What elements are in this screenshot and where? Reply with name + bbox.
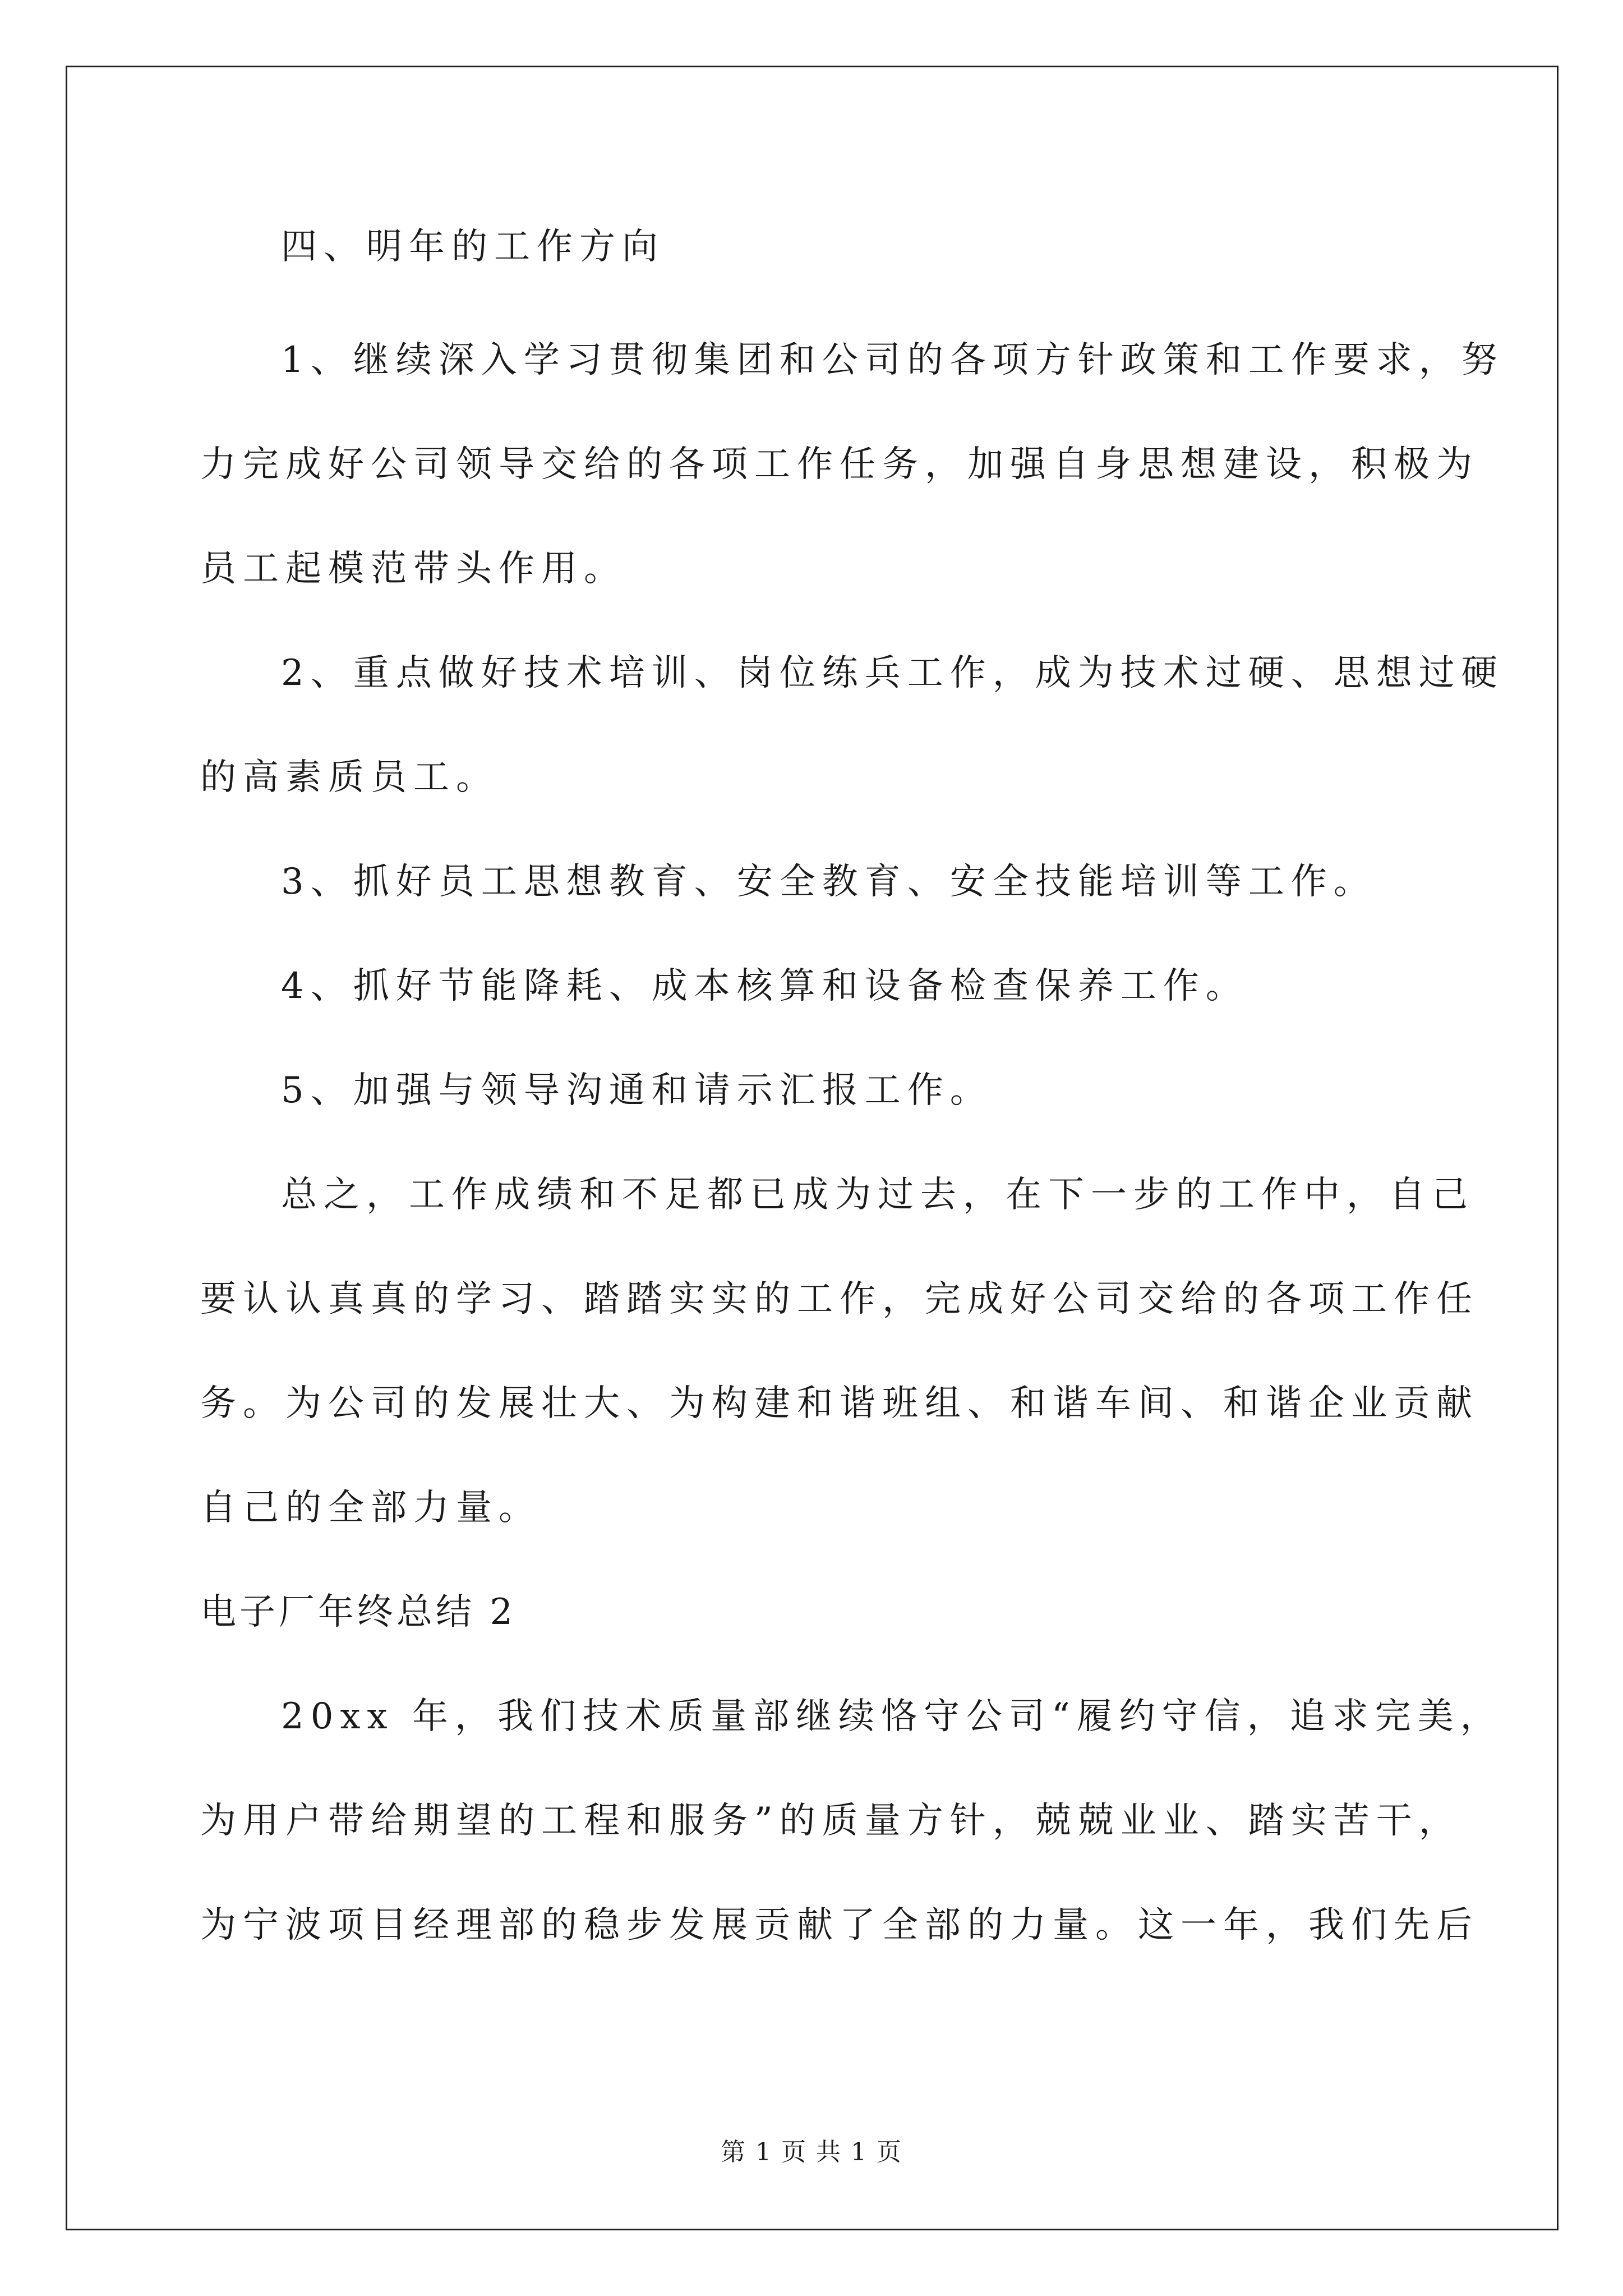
paragraph-line: 要认认真真的学习、踏踏实实的工作，完成好公司交给的各项工作任 bbox=[200, 1278, 1479, 1320]
paragraph-line: 自己的全部力量。 bbox=[200, 1487, 541, 1529]
paragraph-line: 2、重点做好技术培训、岗位练兵工作，成为技术过硬、思想过硬 bbox=[281, 652, 1504, 694]
paragraph-line: 员工起模范带头作用。 bbox=[200, 548, 626, 590]
document-title: 电子厂年终总结 2 bbox=[200, 1591, 517, 1633]
paragraph-line: 4、抓好节能降耗、成本核算和设备检查保养工作。 bbox=[281, 965, 1248, 1007]
paragraph-line: 为用户带给期望的工程和服务”的质量方针，兢兢业业、踏实苦干， bbox=[200, 1800, 1461, 1842]
paragraph-line: 1、继续深入学习贯彻集团和公司的各项方针政策和工作要求，努 bbox=[281, 339, 1504, 381]
section-heading: 四、明年的工作方向 bbox=[281, 226, 665, 268]
paragraph-line: 为宁波项目经理部的稳步发展贡献了全部的力量。这一年，我们先后 bbox=[200, 1904, 1479, 1946]
paragraph-line: 总之，工作成绩和不足都已成为过去，在下一步的工作中，自己 bbox=[281, 1174, 1474, 1216]
paragraph-line: 3、抓好员工思想教育、安全教育、安全技能培训等工作。 bbox=[281, 861, 1376, 903]
paragraph-line: 力完成好公司领导交给的各项工作任务，加强自身思想建设，积极为 bbox=[200, 444, 1479, 485]
page-footer: 第 1 页 共 1 页 bbox=[721, 2138, 902, 2166]
paragraph-line: 20xx 年，我们技术质量部继续恪守公司“履约守信，追求完美， bbox=[281, 1696, 1503, 1737]
paragraph-line: 的高素质员工。 bbox=[200, 757, 499, 798]
paragraph-line: 5、加强与领导沟通和请示汇报工作。 bbox=[281, 1070, 993, 1111]
paragraph-line: 务。为公司的发展壮大、为构建和谐班组、和谐车间、和谐企业贡献 bbox=[200, 1383, 1479, 1424]
